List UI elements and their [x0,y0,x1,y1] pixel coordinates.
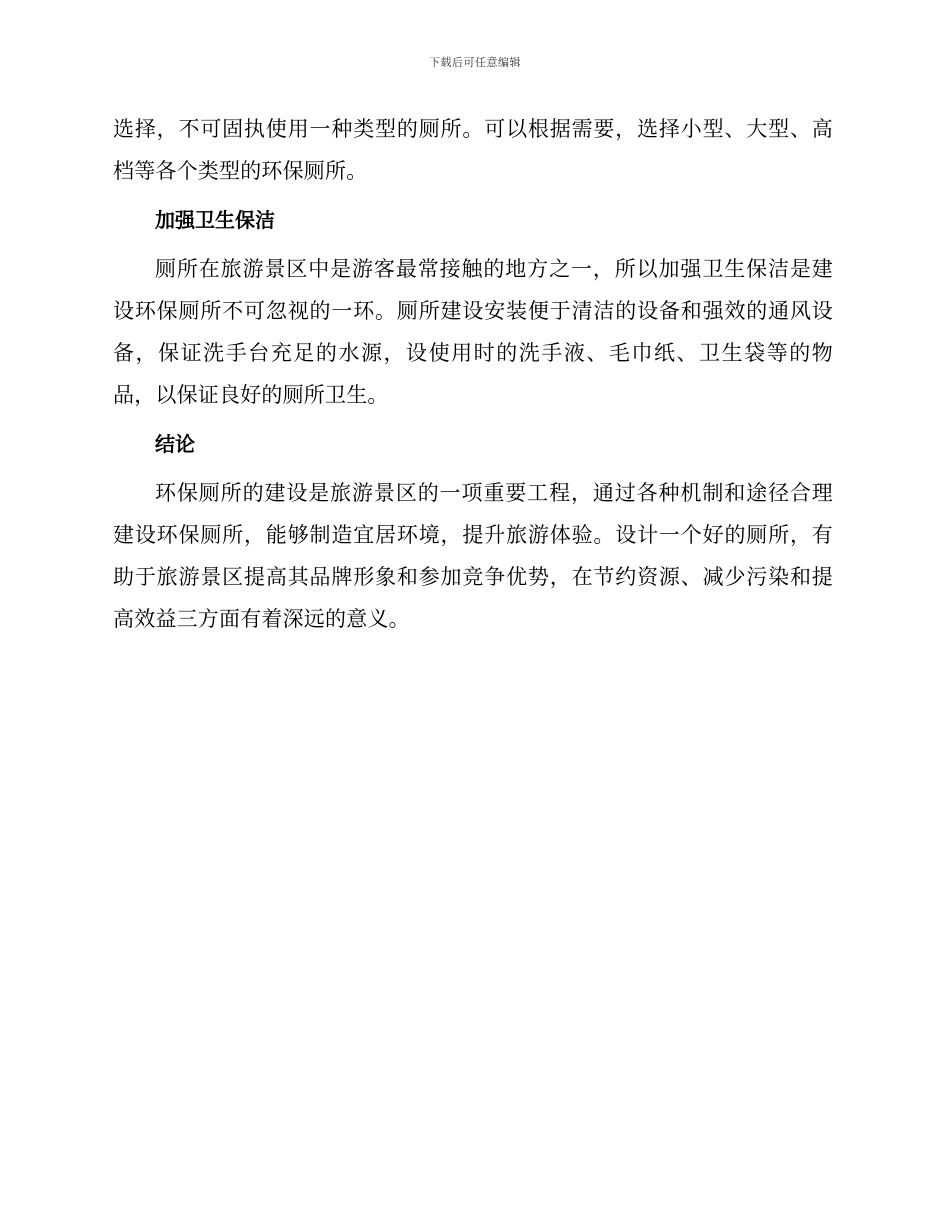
heading-conclusion: 结论 [155,432,195,456]
document-body [113,108,833,640]
heading-hygiene: 加强卫生保洁 [155,208,275,232]
page-header: 下载后可任意编辑 [429,56,521,69]
paragraph-conclusion: 环保厕所的建设是旅游景区的一项重要工程，通过各种机制和途径合理建设环保厕所，能够制造宜居环境，提升旅游体验。设计一个好的厕所，有助于旅游景区提高其品牌形象和参加竞争优势，在节约资源、减少污染和提高效益三方面有着深远的意义。 [113,481,833,631]
paragraph-hygiene: 厕所在旅游景区中是游客最常接触的地方之一，所以加强卫生保洁是建设环保厕所不可忽视的一环。厕所建设安装便于清洁的设备和强效的通风设备，保证洗手台充足的水源，设使用时的洗手液、毛巾纸、卫生袋等的物品，以保证良好的厕所卫生。 [113,257,833,407]
paragraph-toilet-types: 选择，不可固执使用一种类型的厕所。可以根据需要，选择小型、大型、高档等各个类型的环保厕所。 [113,117,833,183]
